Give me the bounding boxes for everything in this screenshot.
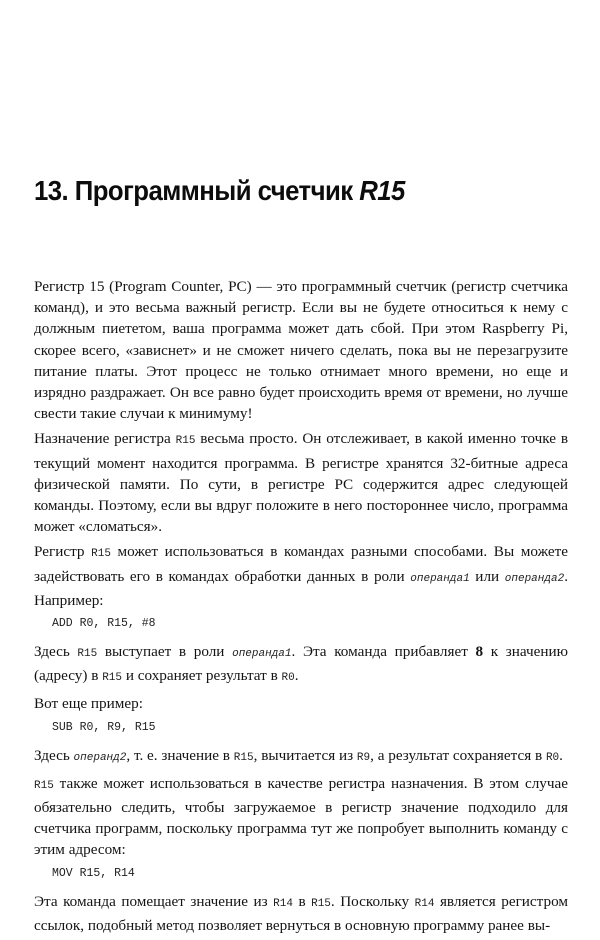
text-run: может использоваться в командах разными способами. Вы можете задействовать его в командах обработки данных в роли [34, 543, 568, 585]
text-run: Регистр [34, 543, 92, 561]
register-name: R0 [281, 672, 295, 685]
text-run: Здесь [34, 643, 78, 661]
text-run: и сохраняет результат в [122, 667, 282, 685]
text-run: , а результат сохраняется в [370, 746, 546, 764]
number-value: 8 [475, 643, 484, 661]
text-run: Назначение регистра [34, 430, 176, 448]
text-run: Здесь [34, 746, 74, 764]
chapter-body [34, 276, 568, 940]
operand-term: операнд2 [73, 751, 127, 764]
paragraph-purpose [34, 428, 568, 537]
text-run: , вычитается из [253, 746, 357, 764]
paragraph-usage [34, 541, 568, 611]
chapter-title [34, 175, 405, 207]
text-run: Эта команда помещает значение из [34, 892, 274, 910]
text-run: выступает в роли [97, 643, 233, 661]
text-run: также может использоваться в качестве регистра назначения. В этом случае обязательно следить, чтобы загружаемое в регистр значение подходило для счетчика программ, поскольку программа тут же попробует выполнить команду с этим адресом: [34, 774, 568, 859]
register-name: R15 [233, 751, 254, 764]
text-run: к значению (адресу) в [34, 643, 569, 685]
text-run: является регистром ссылок, подобный метод позволяет вернуться в основную программу ранее вы- [34, 892, 568, 934]
chapter-title-text: Программный счетчик [74, 175, 353, 206]
register-name: R14 [273, 897, 293, 910]
paragraph-destination [34, 773, 568, 861]
paragraph-mov-explanation [34, 891, 568, 936]
text-run: в [292, 892, 312, 910]
chapter-title-register: R15 [359, 175, 405, 206]
code-example-sub: SUB R0, R9, R15 [52, 720, 156, 734]
paragraph-add-explanation [34, 641, 568, 689]
text-run: , т. е. значение в [126, 746, 234, 764]
register-name: R15 [34, 779, 54, 792]
operand-term: операнда2 [504, 572, 565, 585]
register-name: R14 [414, 897, 435, 910]
register-name: R9 [356, 751, 371, 764]
operand-term: операнда1 [232, 648, 292, 661]
text-run: . [294, 667, 299, 685]
text-run: . Поскольку [330, 892, 415, 910]
chapter-number: 13. [34, 175, 69, 206]
register-name: R15 [311, 897, 331, 910]
code-example-mov: MOV R15, R14 [52, 866, 135, 880]
text-run: . Эта команда прибавляет [291, 643, 476, 661]
text-run: . [559, 746, 563, 764]
register-name: R15 [77, 648, 98, 661]
register-name: R15 [91, 548, 111, 561]
paragraph-another-example: Вот еще пример: [34, 695, 143, 713]
register-name: R15 [175, 435, 196, 448]
text-run: . Например: [34, 567, 568, 609]
code-example-add: ADD R0, R15, #8 [52, 617, 156, 631]
paragraph-intro: Регистр 15 (Program Counter, PC) — это программный счетчик (регистр счетчика команд), и это весьма важный регистр. Если вы не будете относиться к нему с должным пиететом, ваша программа может дать сбой. При этом Raspberry Pi, скорее всего, «зависнет» и не сможет ничего сделать, пока вы не перезагрузите питание платы. Этот процесс не только отнимает много времени, но еще и изрядно раздражает. Он все равно будет происходить время от времени, но лучше свести такие случаи к минимуму! [34, 278, 568, 423]
paragraph-sub-explanation [34, 745, 568, 769]
text-run: или [469, 567, 505, 585]
text-run: весьма просто. Он отслеживает, в какой именно точке в текущий момент находится программа. В регистре хранятся 32-битные адреса физической памяти. По сути, в регистре PC содержится адрес следующей команды. Поэтому, если вы вдруг положите в него постороннее число, программа может «сломаться». [34, 430, 569, 536]
operand-term: операнда1 [410, 572, 470, 585]
register-name: R0 [545, 751, 560, 764]
register-name: R15 [102, 672, 123, 685]
